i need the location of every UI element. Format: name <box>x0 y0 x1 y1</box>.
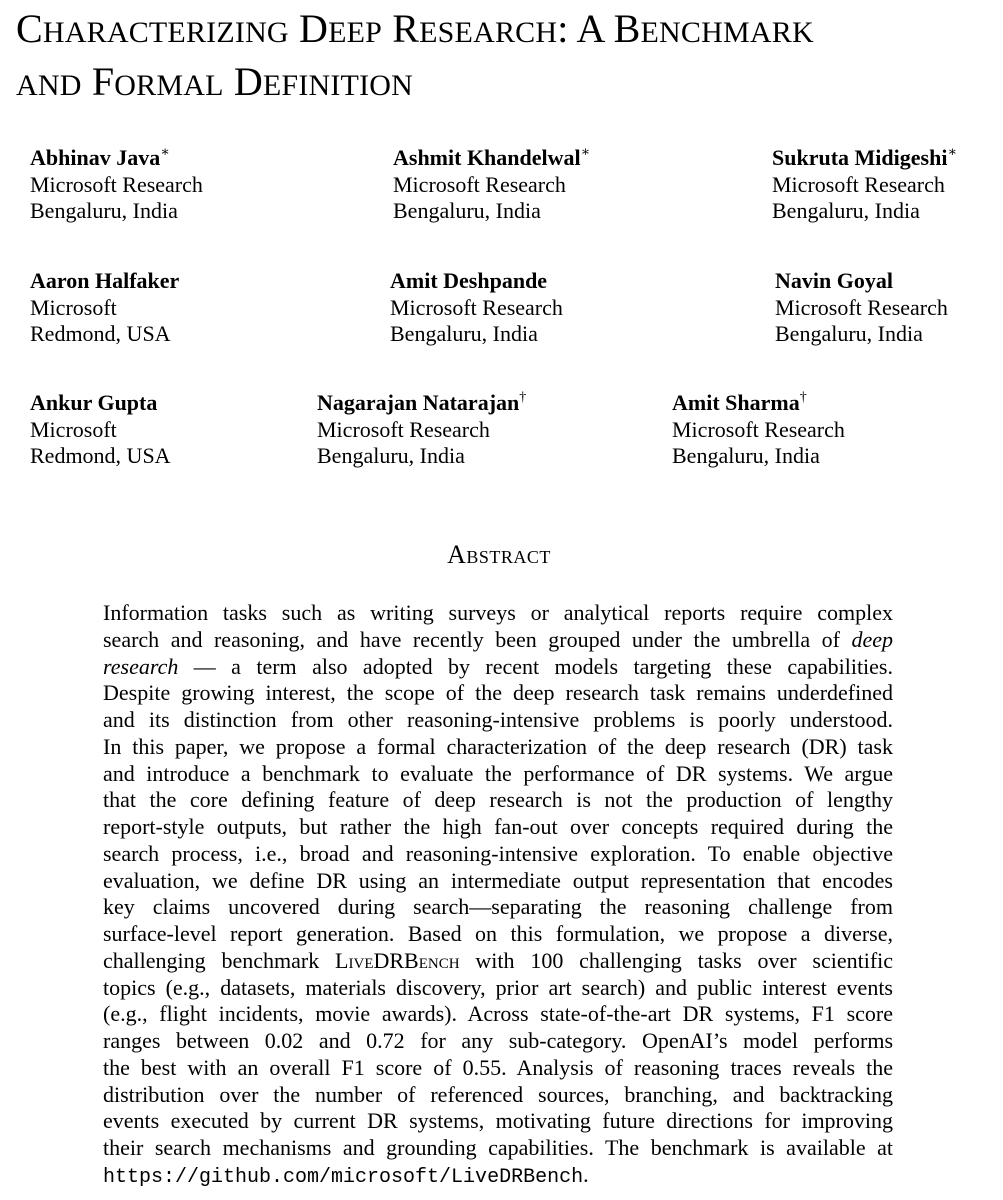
abstract-line: ranges between 0.02 and 0.72 for any sub-category. OpenAI’s model performs <box>103 1028 893 1053</box>
abstract-italic-term: deep <box>851 626 893 652</box>
benchmark-url-link[interactable]: https://github.com/microsoft/LiveDRBench <box>103 1165 584 1189</box>
abstract-line: events executed by current DR systems, motivating future directions for improving <box>103 1108 893 1134</box>
abstract-heading: Abstract <box>447 540 551 569</box>
title-line-2: AND FORMAL DEFINITION <box>16 59 414 104</box>
abstract-line-rest: — a term also adopted by recent models targeting these capabilities. <box>178 653 893 679</box>
abstract-line: and its distinction from other reasoning-intensive problems is poorly understood. <box>103 707 893 732</box>
author-name: Ankur Gupta <box>30 390 158 415</box>
abstract-line: search and reasoning, and have recently been grouped under the umbrella of deep <box>103 626 893 652</box>
abstract-line: that the core defining feature of deep research is not the production of lengthy <box>103 787 893 813</box>
paper-title <box>16 4 996 110</box>
author-location: Bengaluru, India <box>393 198 541 223</box>
author-affiliation: Microsoft <box>30 294 117 320</box>
author-location: Bengaluru, India <box>672 443 820 468</box>
abstract-line: report-style outputs, but rather the high fan-out over concepts required during the <box>103 814 893 839</box>
author-affiliation: Microsoft Research <box>775 294 948 320</box>
abstract-line: https://github.com/microsoft/LiveDRBench. <box>103 1161 589 1189</box>
author-block <box>672 390 845 470</box>
author-block <box>30 390 171 470</box>
author-name: Navin Goyal <box>775 268 893 293</box>
author-name: Abhinav Java∗ <box>30 145 170 170</box>
author-block <box>393 145 590 225</box>
author-location: Bengaluru, India <box>317 443 465 468</box>
abstract-line: surface-level report generation. Based on this formulation, we propose a diverse, <box>103 921 893 946</box>
abstract-line: evaluation, we define DR using an intermediate output representation that encodes <box>103 867 893 893</box>
abstract-line: Despite growing interest, the scope of the deep research task remains underdefined <box>103 680 893 706</box>
author-name: Amit Sharma† <box>672 390 807 415</box>
author-name: Aaron Halfaker <box>30 268 180 293</box>
author-block <box>317 390 526 470</box>
abstract-line: challenging benchmark LiveDRBench with 100 challenging tasks over scientific <box>103 947 894 973</box>
title-line-1: CHARACTERIZING DEEP RESEARCH: A BENCHMARK <box>16 6 814 51</box>
author-location: Bengaluru, India <box>390 321 538 346</box>
abstract-line: the best with an overall F1 score of 0.55. Analysis of reasoning traces reveals the <box>103 1054 893 1080</box>
author-affiliation: Microsoft Research <box>393 171 566 197</box>
abstract-line: their search mechanisms and grounding capabilities. The benchmark is available at <box>103 1135 893 1160</box>
abstract-line: and introduce a benchmark to evaluate the performance of DR systems. We argue <box>103 760 893 786</box>
abstract-line: distribution over the number of referenced sources, branching, and backtracking <box>103 1081 893 1107</box>
abstract-line: (e.g., flight incidents, movie awards). Across state-of-the-art DR systems, F1 score <box>103 1001 893 1027</box>
author-affiliation: Microsoft Research <box>672 416 845 442</box>
author-block <box>390 268 563 348</box>
author-location: Bengaluru, India <box>772 198 920 223</box>
abstract-line: search process, i.e., broad and reasoning-intensive exploration. To enable objective <box>103 840 893 866</box>
author-name: Nagarajan Natarajan† <box>317 390 527 415</box>
author-affiliation: Microsoft <box>30 416 117 442</box>
author-name: Ashmit Khandelwal∗ <box>393 145 591 170</box>
abstract-line: topics (e.g., datasets, materials discovery, prior art search) and public interest events <box>103 974 893 1000</box>
author-affiliation: Microsoft Research <box>30 171 203 197</box>
author-block <box>30 145 203 225</box>
author-location: Bengaluru, India <box>775 321 923 346</box>
author-affiliation: Microsoft Research <box>772 171 945 197</box>
benchmark-name: LiveDRBench <box>335 947 460 973</box>
author-block <box>775 268 948 348</box>
author-block <box>772 145 957 225</box>
author-location: Redmond, USA <box>30 443 171 468</box>
author-name: Amit Deshpande <box>390 268 548 293</box>
author-affiliation: Microsoft Research <box>390 294 563 320</box>
abstract-line: Information tasks such as writing surveys or analytical reports require complex <box>103 600 893 625</box>
abstract-line: In this paper, we propose a formal characterization of the deep research (DR) task <box>103 733 893 759</box>
author-block <box>30 268 179 348</box>
abstract-body <box>103 600 893 1189</box>
author-location: Bengaluru, India <box>30 198 178 223</box>
abstract-line: research — a term also adopted by recent models targeting these capabilities. <box>103 653 893 679</box>
author-location: Redmond, USA <box>30 321 171 346</box>
author-name: Sukruta Midigeshi∗ <box>772 145 957 170</box>
abstract-line: key claims uncovered during search—separating the reasoning challenge from <box>103 894 893 920</box>
author-affiliation: Microsoft Research <box>317 416 490 442</box>
